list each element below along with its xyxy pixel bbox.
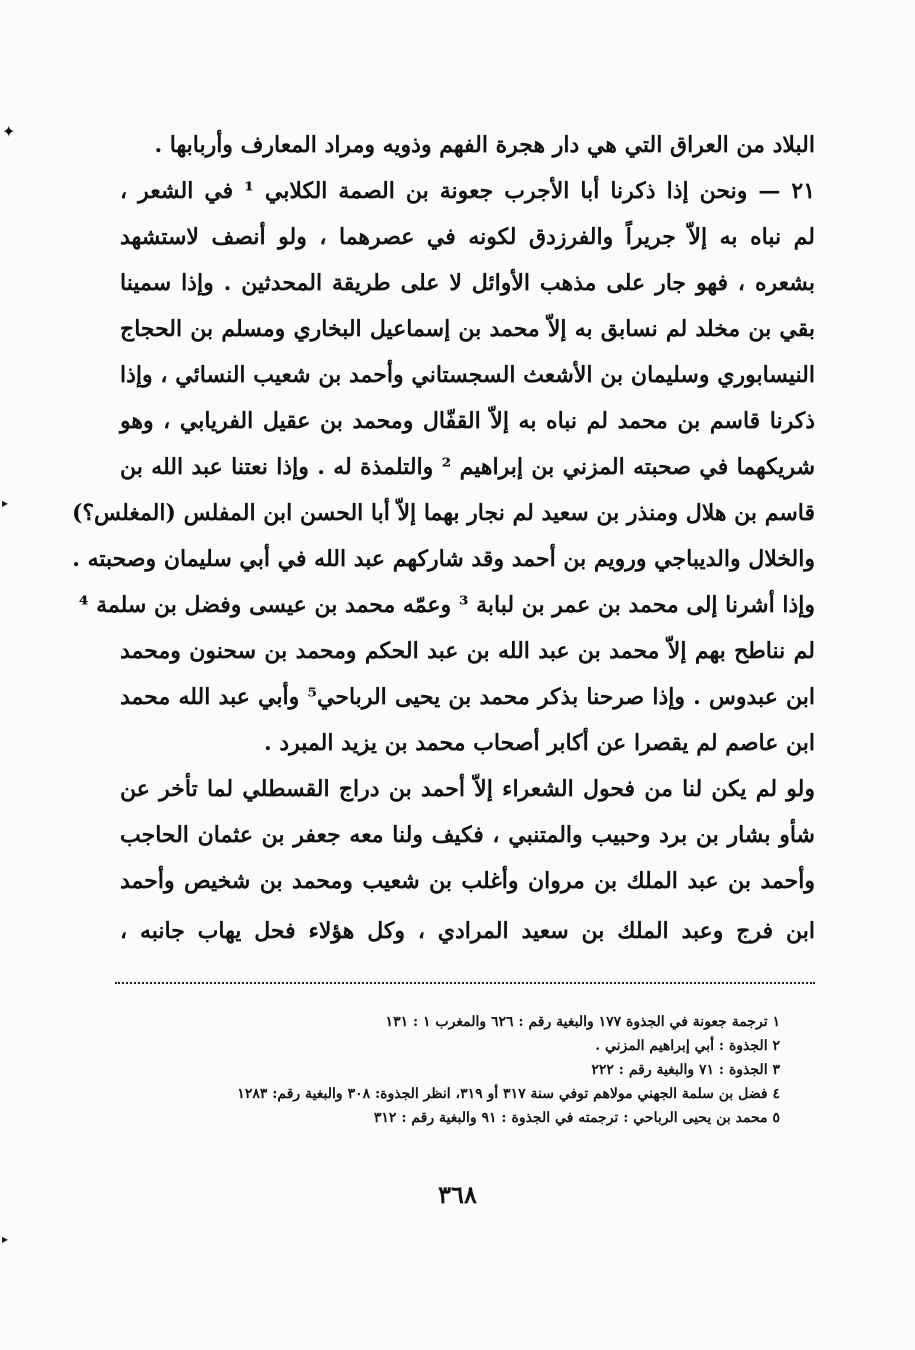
text-line: وأحمد بن عبد الملك بن مروان وأغلب بن شعيب ومحمد بن شخيص وأحمد	[120, 868, 815, 894]
margin-mark-top: ✦	[2, 122, 16, 141]
text-line: شأو بشار بن برد وحبيب والمتنبي ، فكيف ولنا معه جعفر بن عثمان الحاجب	[120, 822, 815, 848]
text-line: ٢١ — ونحن إذا ذكرنا أبا الأجرب جعونة بن الصمة الكلابي ¹ في الشعر ،	[120, 178, 816, 204]
text-line: ابن عبدوس . وإذا صرحنا بذكر محمد بن يحيى الرباحي⁵ وأبي عبد الله محمد	[120, 684, 815, 710]
footnote: ٤ فضل بن سلمة الجهني مولاهم توفي سنة ٣١٧ أو ٣١٩، انظر الجذوة: ٣٠٨ والبغية رقم: ١٢٨٣	[237, 1086, 780, 1102]
text-line: ذكرنا قاسم بن محمد لم نباه به إلاّ القفّال ومحمد بن عقيل الفريابي ، وهو	[120, 408, 815, 434]
text-line: ولو لم يكن لنا من فحول الشعراء إلاّ أحمد بن دراج القسطلي لما تأخر عن	[120, 776, 815, 802]
text-line: البلاد من العراق التي هي دار هجرة الفهم وذويه ومراد المعارف وأربابها .	[154, 132, 815, 158]
footnote: ١ ترجمة جعونة في الجذوة ١٧٧ والبغية رقم : ٦٢٦ والمغرب ١ : ١٣١	[385, 1014, 780, 1030]
text-line: شريكهما في صحبته المزني بن إبراهيم ² والتلمذة له . وإذا نعتنا عبد الله بن	[120, 454, 815, 480]
footnote: ٢ الجذوة : أبي إبراهيم المزني .	[595, 1038, 780, 1054]
text-line: لم نباه به إلاّ جريراً والفرزدق لكونه في عصرهما ، ولو أنصف لاستشهد	[120, 224, 815, 250]
page-number: ٣٦٨	[438, 1180, 477, 1209]
footnotes	[115, 1010, 780, 1130]
footnote-separator	[115, 982, 815, 984]
footnote: ٥ محمد بن يحيى الرباحي : ترجمته في الجذوة : ٩١ والبغية رقم : ٣١٢	[373, 1110, 780, 1126]
text-line: بشعره ، فهو جار على مذهب الأوائل لا على طريقة المحدثين . وإذا سمينا	[120, 270, 816, 296]
text-line: وإذا أشرنا إلى محمد بن عمر بن لبابة ³ وعمّه محمد بن عيسى وفضل بن سلمة ⁴	[78, 592, 815, 618]
text-line: والخلال والديباجي ورويم بن أحمد وقد شاركهم عبد الله في أبي سليمان وصحبته .	[72, 546, 815, 572]
text-line: بقي بن مخلد لم نسابق به إلاّ محمد بن إسماعيل البخاري ومسلم بن الحجاج	[120, 316, 815, 342]
margin-mark-bottom: ▸	[2, 1232, 9, 1246]
footnote: ٣ الجذوة : ٧١ والبغية رقم : ٢٢٢	[591, 1062, 780, 1078]
main-text	[71, 122, 816, 954]
margin-mark-middle: ▸	[2, 496, 9, 510]
text-line: ابن عاصم لم يقصرا عن أكابر أصحاب محمد بن يزيد المبرد .	[264, 730, 815, 756]
text-line: النيسابوري وسليمان بن الأشعث السجستاني وأحمد بن شعيب النسائي ، وإذا	[120, 362, 815, 388]
text-line: لم نناطح بهم إلاّ محمد بن عبد الله بن عبد الحكم ومحمد بن سحنون ومحمد	[120, 638, 815, 664]
text-line: قاسم بن هلال ومنذر بن سعيد لم نجار بهما إلاّ أبا الحسن ابن المفلس (المغلس؟)	[71, 500, 815, 526]
text-line: ابن فرج وعبد الملك بن سعيد المرادي ، وكل هؤلاء فحل يهاب جانبه ،	[120, 918, 815, 944]
